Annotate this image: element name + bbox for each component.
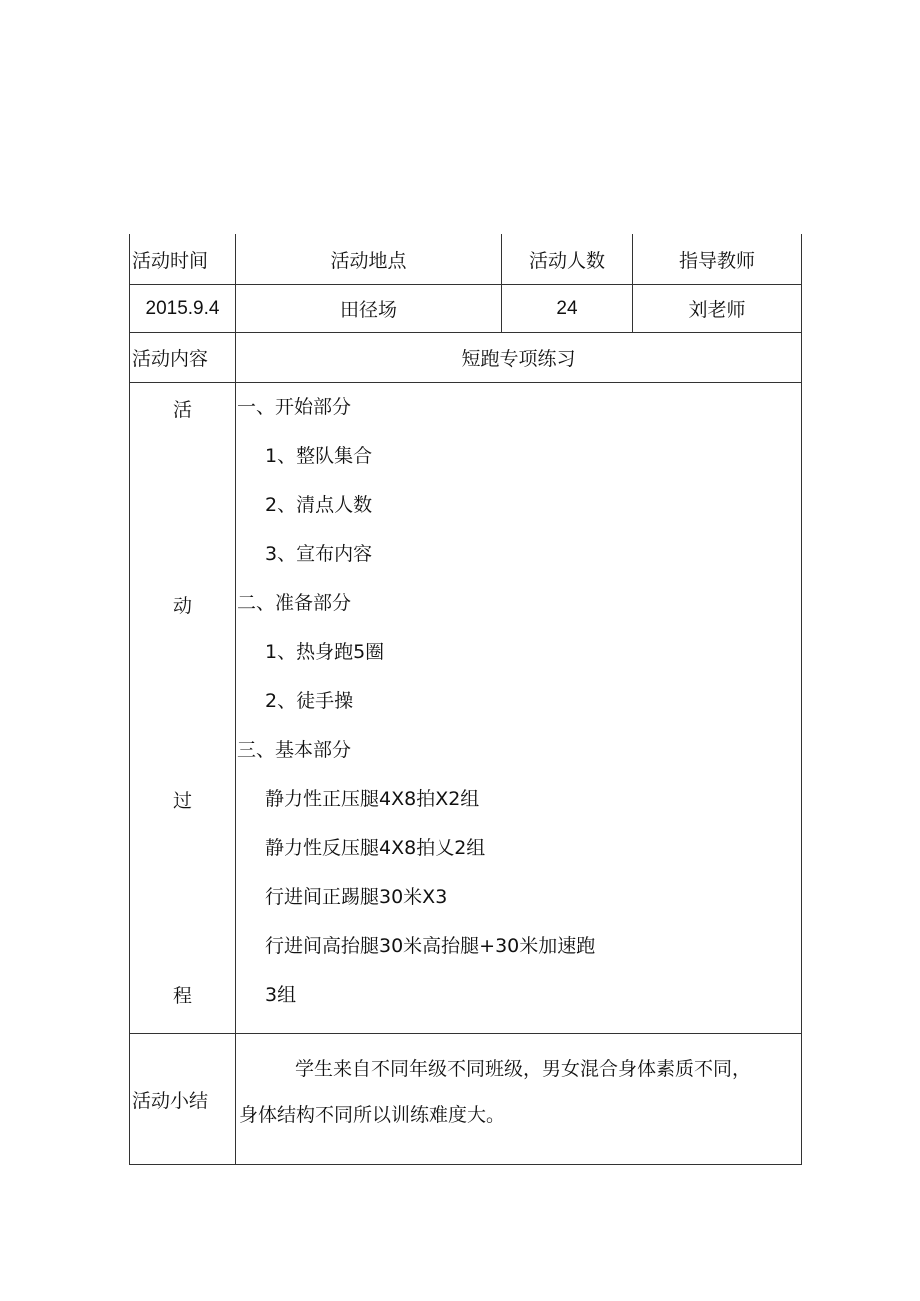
count-label: 活动人数 <box>502 234 633 285</box>
process-line: 2、徒手操 <box>265 690 354 712</box>
process-line: 行进间高抬腿30米高抬腿+30米加速跑 <box>265 935 596 957</box>
process-line: 三、基本部分 <box>237 739 352 761</box>
process-row <box>130 383 802 1034</box>
teacher-value: 刘老师 <box>633 285 802 333</box>
activity-record-table <box>129 234 802 1165</box>
process-vertical-label <box>130 383 235 1033</box>
process-label-char: 过 <box>172 790 192 812</box>
time-label: 活动时间 <box>130 234 236 285</box>
process-line: 3组 <box>265 984 297 1006</box>
process-line: 3、宣布内容 <box>265 543 373 565</box>
process-line: 静力性正压腿4X8拍X2组 <box>265 788 480 810</box>
content-row <box>130 333 802 383</box>
content-label: 活动内容 <box>130 333 236 383</box>
content-value: 短跑专项练习 <box>236 333 802 383</box>
process-label-cell <box>130 383 236 1034</box>
process-line: 二、准备部分 <box>237 592 352 614</box>
place-label: 活动地点 <box>236 234 502 285</box>
process-label-char: 程 <box>172 985 192 1007</box>
process-content <box>236 383 802 1034</box>
header-row <box>130 234 802 285</box>
summary-label: 活动小结 <box>130 1034 236 1165</box>
date-value: 2015.9.4 <box>130 285 236 333</box>
summary-line-1: 学生来自不同年级不同班级，男女混合身体素质不同， <box>295 1058 752 1080</box>
summary-line-2: 身体结构不同所以训练难度大。 <box>239 1104 506 1126</box>
process-line: 1、整队集合 <box>265 445 373 467</box>
process-line: 行进间正踢腿30米X3 <box>265 886 448 908</box>
process-line: 1、热身跑5圈 <box>265 641 385 663</box>
process-label-char: 动 <box>172 595 192 617</box>
summary-content <box>236 1034 802 1165</box>
values-row <box>130 285 802 333</box>
process-line: 2、清点人数 <box>265 494 373 516</box>
place-value: 田径场 <box>236 285 502 333</box>
summary-text <box>236 1034 801 1164</box>
process-line: 静力性反压腿4X8拍乂2组 <box>265 837 486 859</box>
summary-row <box>130 1034 802 1165</box>
process-label-char: 活 <box>172 399 192 421</box>
count-value: 24 <box>502 285 633 333</box>
teacher-label: 指导教师 <box>633 234 802 285</box>
process-line: 一、开始部分 <box>237 396 352 418</box>
